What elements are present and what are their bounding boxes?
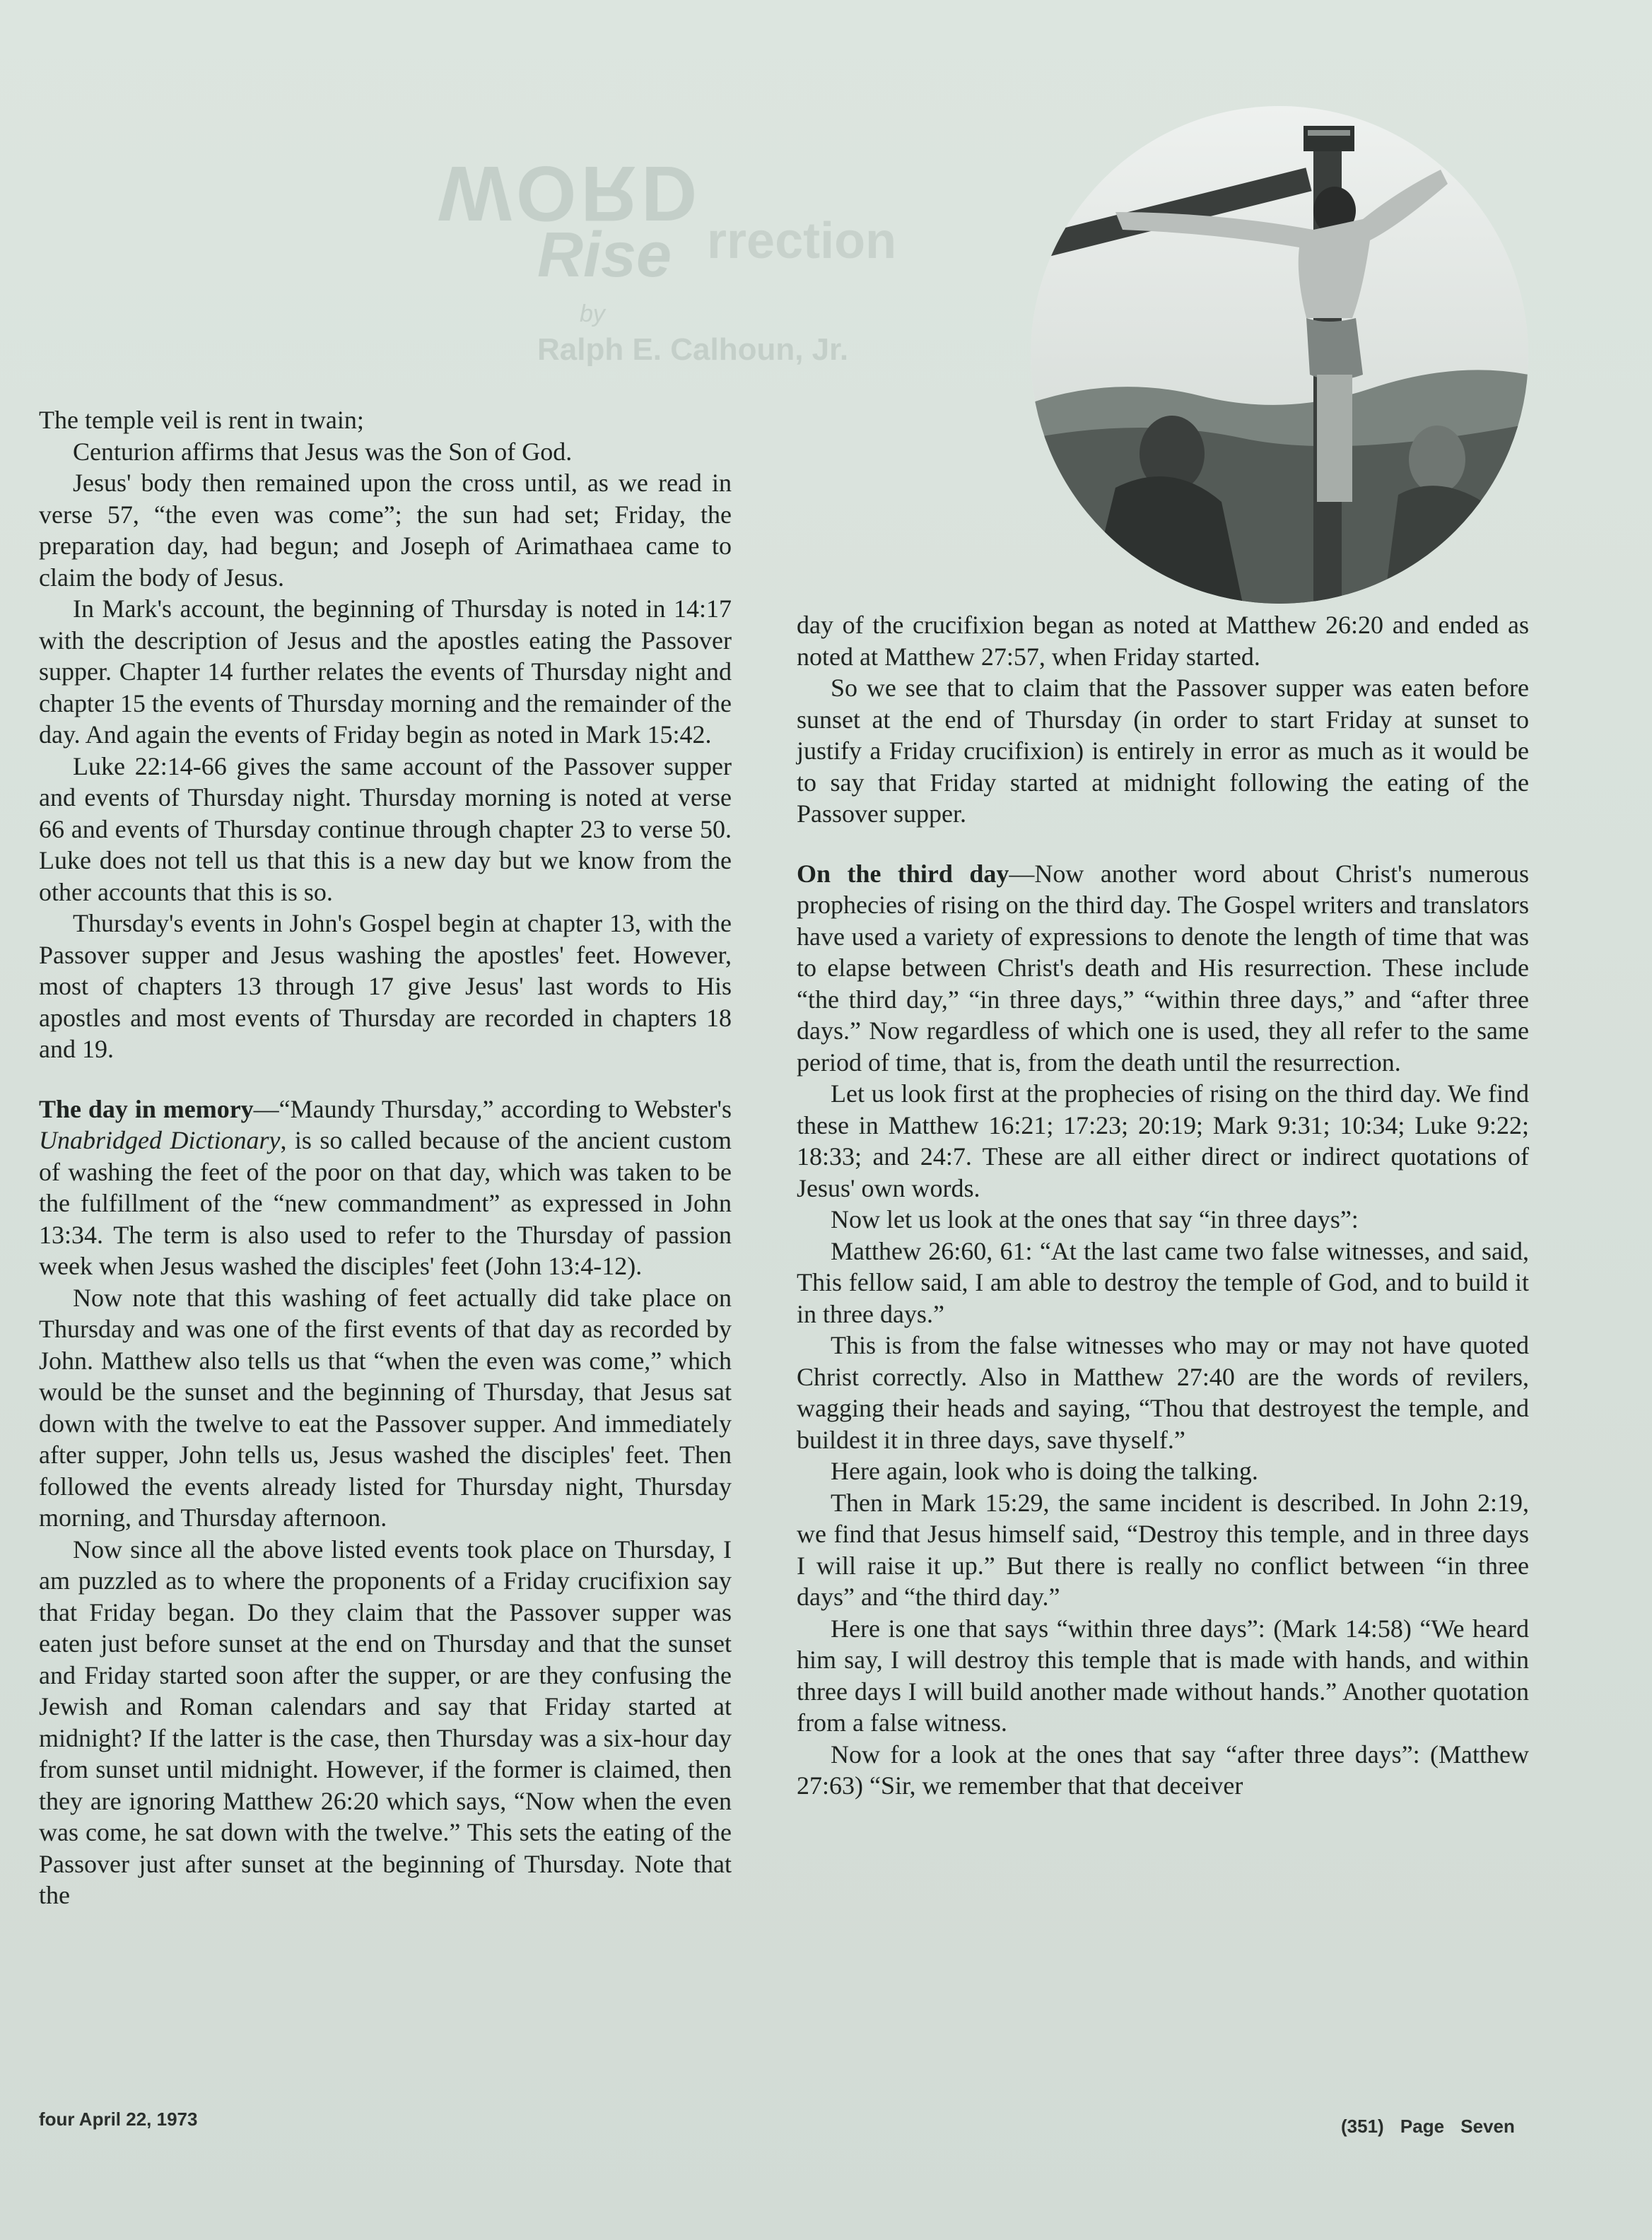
column-right-paragraph: Now for a look at the ones that say “after three days”: (Matthew 27:63) “Sir, we remember that that deceiver — [797, 1740, 1529, 1800]
dictionary-title: Unabridged Dictionary — [39, 1126, 281, 1154]
section-text: —Now another word about Christ's numerous prophecies of rising on the third day. The Gospel writers and translators have used a variety of expressions to denote the length of time that was to elapse between Christ's death and His resurrection. These include “the third day,” “in three days,” “within three days,” and “after three days.” Now regardless of which one is used, they all refer to the same period of time, that is, from the death until the resurrection. — [797, 859, 1529, 1077]
column-left-paragraph: Now note that this washing of feet actually did take place on Thursday and was one of the first events of that day as recorded by John. Matthew also tells us that “when the even was come,” which would be the sunset and the beginning of Thursday, that Jesus sat down with the twelve to eat the Passover supper. And immediately after supper, John tells us, Jesus washed the disciples' feet. Then followed the events already listed for Thursday night, Thursday morning, and Thursday afternoon. — [39, 1283, 732, 1532]
footer-date: four April 22, 1973 — [39, 2109, 198, 2130]
column-right-paragraph: Matthew 26:60, 61: “At the last came two false witnesses, and said, This fellow said, I am able to destroy the temple of God, and to build it in three days.” — [797, 1236, 1529, 1328]
section-the-day-in-memory — [39, 1093, 732, 1282]
faded-title-word: WORD — [438, 150, 702, 237]
column-right-paragraph: day of the crucifixion began as noted at Matthew 26:20 and ended as noted at Matthew 27:57, when Friday started. — [797, 611, 1529, 671]
crucifixion-photo — [1031, 106, 1528, 604]
column-left-paragraph: The temple veil is rent in twain; — [39, 406, 364, 434]
column-right-paragraph: Let us look first at the prophecies of rising on the third day. We find these in Matthew 16:21; 17:23; 20:19; Mark 9:31; 10:34; Luke 9:22; 18:33; and 24:7. These are all either direct or indirect quotations of Jesus' own words. — [797, 1079, 1529, 1202]
section-text: —“Maundy Thursday,” according to Webster's — [253, 1094, 732, 1123]
article-column-right — [797, 609, 1529, 1802]
section-heading: On the third day — [797, 859, 1009, 888]
footer-page-number: (351) Page Seven — [1341, 2116, 1515, 2137]
column-left-paragraph: Luke 22:14-66 gives the same account of the Passover supper and events of Thursday night. Thursday morning is noted at verse 66 and events of Thursday continue through chapter 23 to verse 50. Luke does not tell us that this is a new day but we know from the other accounts that this is so. — [39, 751, 732, 906]
article-column-left — [39, 404, 732, 1911]
section-text: , is so called because of the ancient custom of washing the feet of the poor on that day, which was taken to be the fulfillment of the “new commandment” as expressed in John 13:34. The term is also used to refer to the Thursday of passion week when Jesus washed the disciples' feet (John 13:4-12). — [39, 1126, 732, 1280]
column-left-paragraph: Thursday's events in John's Gospel begin at chapter 13, with the Passover supper and Jesus washing the apostles' feet. However, most of chapters 13 through 17 give Jesus' last words to His apostles and most events of Thursday are recorded in chapters 18 and 19. — [39, 909, 732, 1063]
column-left-paragraph: Now since all the above listed events took place on Thursday, I am puzzled as to where the proponents of a Friday crucifixion say that Friday began. Do they claim that the Passover supper was eaten just before sunset at the end on Thursday and that the sunset and Friday started soon after the supper, or are they confusing the Jewish and Roman calendars and say that Friday started at midnight? If the latter is the case, then Thursday was a six-hour day from sunset until midnight. However, if the former is claimed, then they are ignoring Matthew 26:20 which says, “Now when the even was come, he sat down with the twelve.” This sets the eating of the Passover just after sunset at the beginning of Thursday. Note that the — [39, 1535, 732, 1909]
section-on-the-third-day — [797, 858, 1529, 1079]
column-right-paragraph: Then in Mark 15:29, the same incident is described. In John 2:19, we find that Jesus himself said, “Destroy this temple, and in three days I will raise it up.” But there is really no conflict between “in three days” and “the third day.” — [797, 1488, 1529, 1611]
faded-byline-author: Ralph E. Calhoun, Jr. — [537, 332, 849, 367]
column-left-paragraph: In Mark's account, the beginning of Thursday is noted in 14:17 with the description of Jesus and the apostles eating the Passover supper. Chapter 14 further relates the events of Thursday night and chapter 15 the events of Thursday morning and the remainder of the day. And again the events of Friday begin as noted in Mark 15:42. — [39, 594, 732, 749]
column-left-paragraph: Jesus' body then remained upon the cross until, as we read in verse 57, “the even was come”; the sun had set; Friday, the preparation day, had begun; and Joseph of Arimathaea came to claim the body of Jesus. — [39, 469, 732, 592]
column-right-paragraph: Here is one that says “within three days”: (Mark 14:58) “We heard him say, I will destroy this temple that is made with hands, and within three days I will build another made without hands.” Another quotation from a false witness. — [797, 1614, 1529, 1737]
faded-byline-by: by — [580, 300, 605, 327]
column-right-paragraph: So we see that to claim that the Passover supper was eaten before sunset at the end of Thursday (in order to start Friday at sunset to justify a Friday crucifixion) is entirely in error as much as it would be to say that Friday started at midnight following the eating of the Passover supper. — [797, 674, 1529, 828]
column-right-paragraph: Here again, look who is doing the talking. — [831, 1457, 1258, 1485]
column-right-paragraph: Now let us look at the ones that say “in three days”: — [831, 1205, 1359, 1233]
column-right-paragraph: This is from the false witnesses who may or may not have quoted Christ correctly. Also in Matthew 27:40 are the words of revilers, wagging their heads and saying, “Thou that destroyest the temple, and buildest it in three days, save thyself.” — [797, 1331, 1529, 1454]
faded-title-rise: Rise — [537, 220, 672, 291]
crucifixion-illustration — [1031, 106, 1528, 604]
faded-title-resurrection: rrection — [707, 213, 897, 269]
faded-article-title — [396, 148, 947, 431]
column-left-paragraph: Centurion affirms that Jesus was the Son of God. — [73, 437, 573, 466]
section-heading: The day in memory — [39, 1094, 254, 1123]
